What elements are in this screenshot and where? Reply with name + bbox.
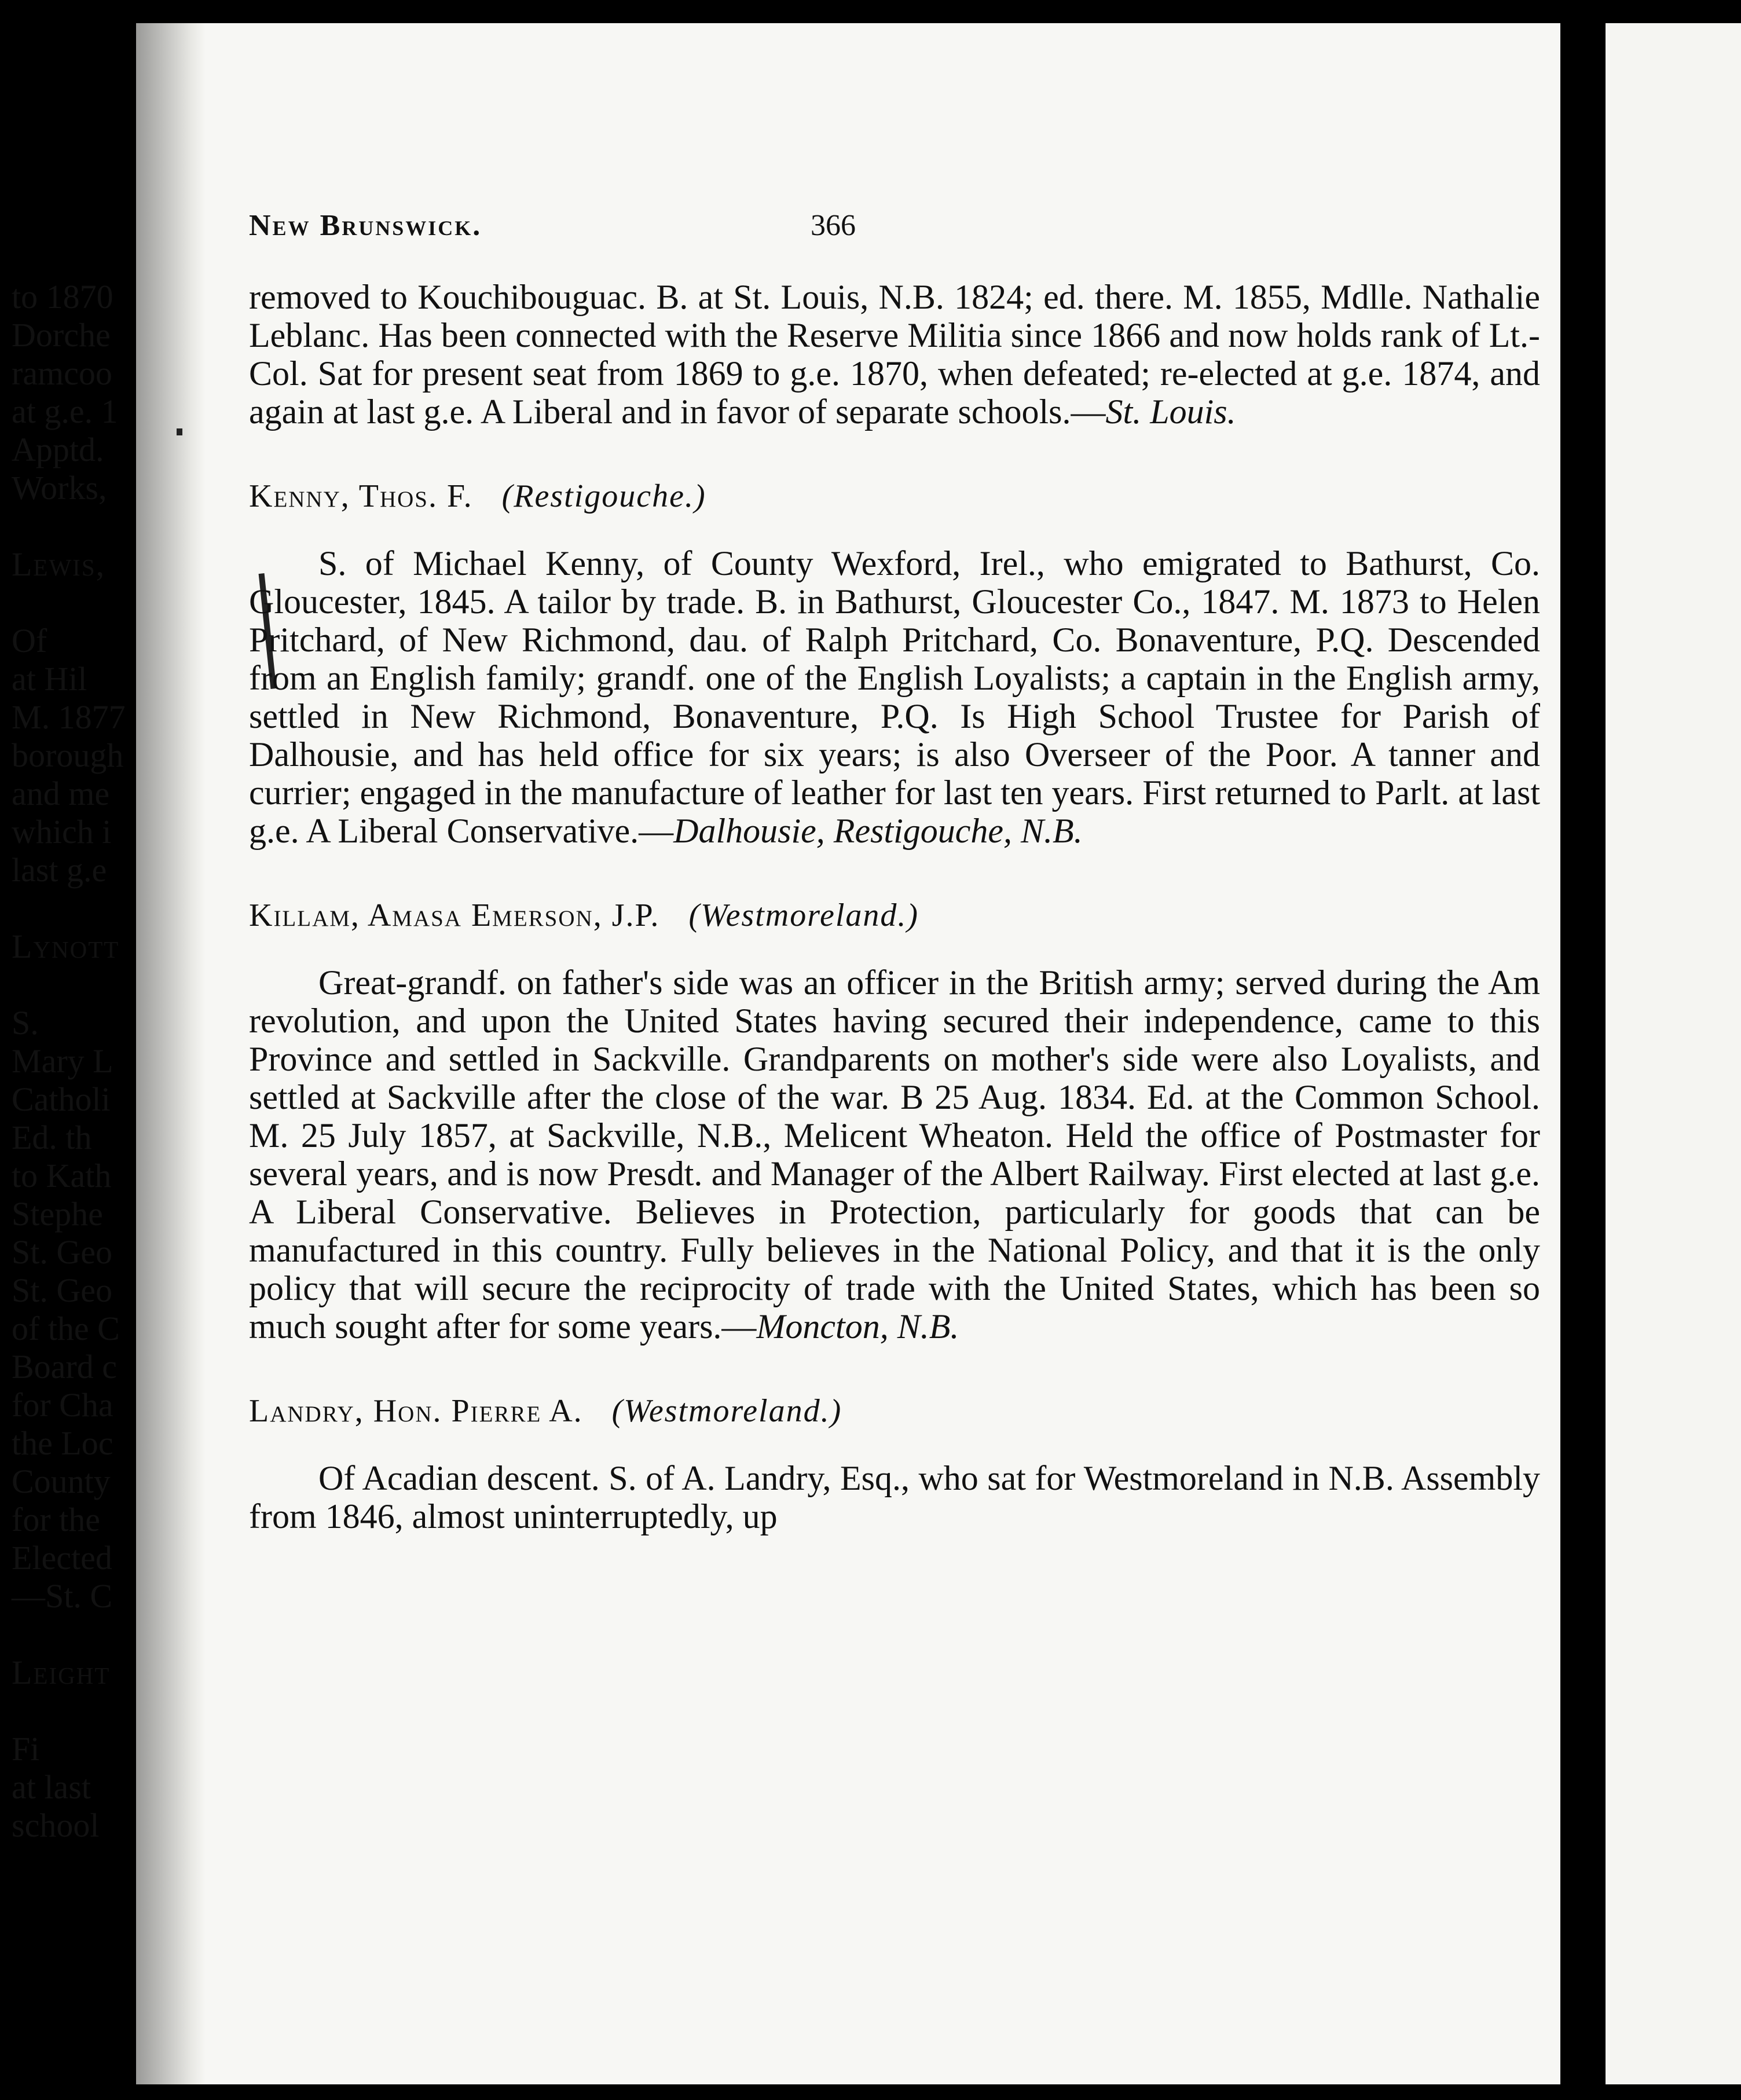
facing-page-line xyxy=(12,1692,139,1730)
continuation-paragraph xyxy=(249,278,1540,431)
facing-page-line: Works, xyxy=(12,469,107,507)
entry-name: Landry, Hon. Pierre A. xyxy=(249,1393,583,1429)
facing-page-line: Catholi xyxy=(12,1080,111,1118)
facing-page-line: Of xyxy=(12,622,47,659)
facing-page-line: —St. C xyxy=(12,1577,113,1615)
entry-name: Killam, Amasa Emerson, J.P. xyxy=(249,897,660,933)
facing-page-line: St. Geo xyxy=(12,1233,112,1271)
facing-page-line: Ed. th xyxy=(12,1119,92,1156)
entry-name: Kenny, Thos. F. xyxy=(249,478,473,514)
facing-page-line: S. xyxy=(12,1004,39,1042)
facing-page-line: Apptd. xyxy=(12,431,104,468)
biography-entry xyxy=(249,1392,1540,1535)
facing-page-line: Elected xyxy=(12,1539,112,1577)
facing-page-line: Stephe xyxy=(12,1195,103,1233)
entry-constituency: (Restigouche.) xyxy=(501,478,706,514)
margin-dot-mark xyxy=(177,428,182,435)
facing-page-line: M. 1877 xyxy=(12,698,126,736)
entry-constituency: (Westmoreland.) xyxy=(688,897,919,933)
entry-constituency: (Westmoreland.) xyxy=(611,1393,842,1429)
facing-page-line: Board c xyxy=(12,1348,117,1386)
entry-text xyxy=(249,544,1540,850)
facing-page-line: Fi xyxy=(12,1730,40,1768)
facing-page-line: Leight xyxy=(12,1654,111,1691)
facing-page-line: school xyxy=(12,1806,100,1844)
facing-page-line xyxy=(12,584,139,622)
entry-heading xyxy=(249,896,1540,934)
facing-page-line: and me xyxy=(12,775,110,812)
facing-page-line: which i xyxy=(12,813,112,851)
facing-page-line: at Hil xyxy=(12,660,87,698)
facing-page-line: County xyxy=(12,1463,111,1500)
entry-body-text: S. of Michael Kenny, of County Wexford, Irel., who emigrated to Bathurst, Co. Gloucester, 1845. A tailor by trade. B. in Bathurst, Gloucester Co., 1847. M. 1873 to Helen Pritchard, of New Richmond, dau. of Ralph Pritchard, Co. Bonaventure, P.Q. Descended from an English family; grandf. one of the English Loyalists; a captain in the English army, settled in New Richmond, Bonaventure, P.Q. Is High School Trustee for Parish of Dalhousie, and has held office for six years; is also Overseer of the Poor. A tanner and currier; engaged in the manufacture of leather for last ten years. First returned to Parlt. at last g.e. A Liberal Conservative.— xyxy=(249,544,1540,850)
facing-page-line: to Kath xyxy=(12,1157,112,1194)
facing-page-line xyxy=(12,507,139,545)
facing-page-line: of the C xyxy=(12,1310,120,1347)
facing-page-line xyxy=(12,966,139,1004)
entry-body-text: Of Acadian descent. S. of A. Landry, Esq., who sat for Westmoreland in N.B. Assembly from 1846, almost uninterruptedly, up xyxy=(249,1459,1540,1535)
entry-location: Dalhousie, Restigouche, N.B. xyxy=(673,812,1083,850)
running-head: New Brunswick. xyxy=(249,209,482,242)
facing-page-line: last g.e xyxy=(12,851,107,889)
facing-page-line: St. Geo xyxy=(12,1271,112,1309)
facing-page-line: at g.e. 1 xyxy=(12,393,118,430)
entry-body-text: Great-grandf. on father's side was an officer in the British army; served during the Am revolution, and upon the United States having secured their independence, came to this Province and settled in Sackville. Grandparents on mother's side were also Loyalists, and settled at Sackville after the close of the war. B 25 Aug. 1834. Ed. at the Common School. M. 25 July 1857, at Sackville, N.B., Melicent Wheaton. Held the office of Postmaster for several years, and is now Presdt. and Manager of the Albert Railway. First elected at last g.e. A Liberal Conservative. Believes in Protection, particularly for goods that can be manufactured in this country. Fully believes in the National Policy, and that it is the only policy that will secure the reciprocity of trade with the United States, which has been so much sought after for some years.— xyxy=(249,963,1540,1346)
facing-page-line: for the xyxy=(12,1501,100,1538)
facing-page-line: Lewis, xyxy=(12,545,106,583)
biography-entry xyxy=(249,896,1540,1346)
entry-location: Moncton, N.B. xyxy=(756,1307,959,1346)
facing-page-column xyxy=(12,278,139,1845)
facing-page-line: at last xyxy=(12,1768,91,1806)
page-gutter-shadow xyxy=(136,23,206,2084)
continuation-location: St. Louis. xyxy=(1105,393,1236,431)
entry-text xyxy=(249,1459,1540,1535)
facing-page-line: ramcoo xyxy=(12,354,112,392)
facing-page-line xyxy=(12,1615,139,1654)
facing-page-line: Lynott xyxy=(12,928,120,965)
entry-heading xyxy=(249,1392,1540,1430)
facing-page-line: Mary L xyxy=(12,1042,113,1080)
facing-page-line: Dorche xyxy=(12,316,111,354)
facing-page-line xyxy=(12,889,139,928)
facing-page-line: for Cha xyxy=(12,1386,113,1424)
facing-page-line: borough xyxy=(12,736,124,774)
page-header xyxy=(249,208,1523,249)
biography-entry xyxy=(249,477,1540,850)
entry-heading xyxy=(249,477,1540,515)
facing-page-line: the Loc xyxy=(12,1424,113,1462)
facing-page-line: to 1870 xyxy=(12,278,113,316)
page-body xyxy=(249,278,1540,1535)
continuation-text: removed to Kouchibouguac. B. at St. Louis, N.B. 1824; ed. there. M. 1855, Mdlle. Nathalie Leblanc. Has been connected with the Reserve Militia since 1866 and now holds rank of Lt.-Col. Sat for present seat from 1869 to g.e. 1870, when defeated; re-elected at g.e. 1874, and again at last g.e. A Liberal and in favor of separate schools.— xyxy=(249,278,1540,431)
entry-text xyxy=(249,963,1540,1346)
facing-page xyxy=(1606,23,1741,2084)
page-number: 366 xyxy=(811,209,856,242)
